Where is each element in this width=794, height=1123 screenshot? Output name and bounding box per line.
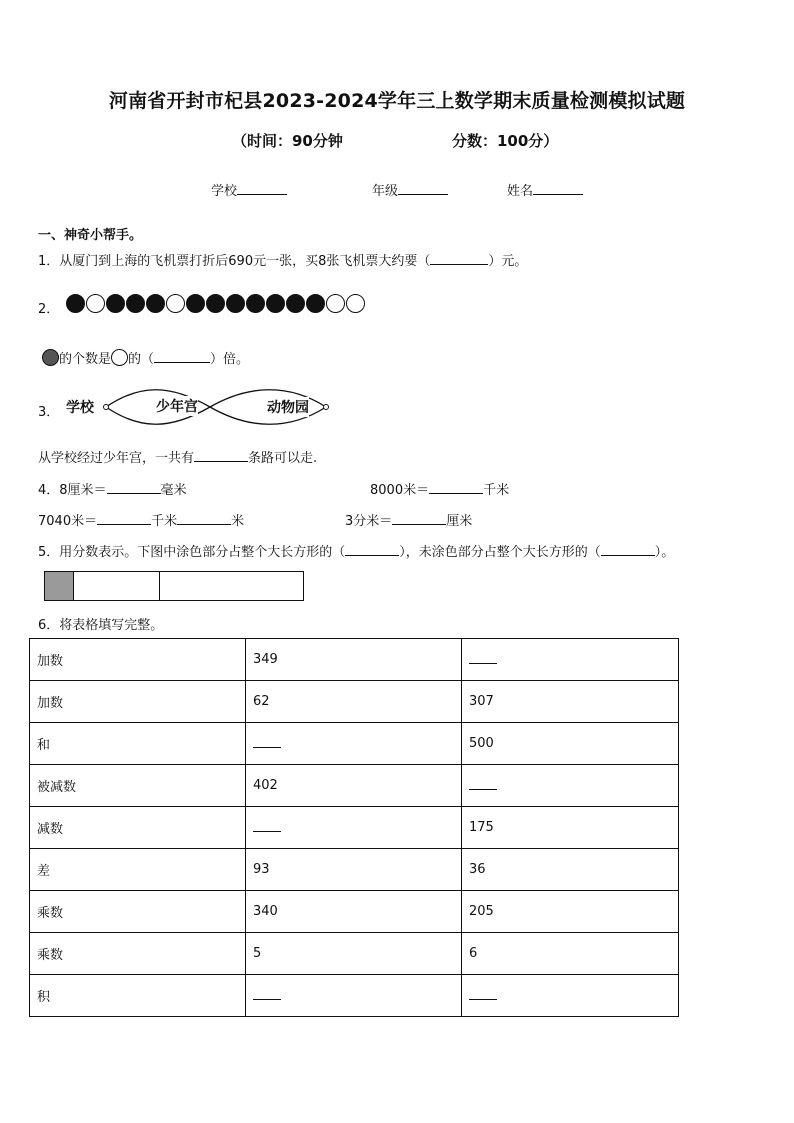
filled-circle	[226, 294, 245, 313]
answer-blank[interactable]	[253, 987, 281, 1000]
table-cell	[462, 723, 679, 765]
q2-answer-blank[interactable]	[154, 350, 210, 363]
table-cell	[246, 891, 462, 933]
table-row	[30, 849, 679, 891]
table-cell	[246, 723, 462, 765]
fill-table	[29, 638, 679, 1017]
row-label: 和	[37, 738, 51, 753]
row-label: 乘数	[37, 948, 64, 963]
q3-text: 从学校经过少年宫，一共有	[38, 451, 195, 466]
name-field[interactable]	[507, 180, 583, 199]
row-label: 加数	[37, 654, 64, 669]
cell-value: 6	[469, 946, 478, 961]
cell-value: 402	[253, 778, 278, 793]
table-row	[30, 765, 679, 807]
filled-circle	[66, 294, 85, 313]
filled-circle	[306, 294, 325, 313]
school-label: 学校	[211, 184, 238, 199]
cell-value: 5	[253, 946, 262, 961]
table-cell	[30, 849, 246, 891]
answer-blank[interactable]	[469, 651, 497, 664]
q4-c-blank-1[interactable]	[97, 512, 151, 525]
q4-c-unit: 米	[231, 514, 245, 529]
row-label: 加数	[37, 696, 64, 711]
table-cell	[246, 849, 462, 891]
q2-text-c: ）倍。	[210, 352, 250, 367]
table-cell	[462, 891, 679, 933]
q4-d	[345, 510, 472, 529]
cell-value: 175	[469, 820, 494, 835]
question-3-line	[38, 447, 317, 466]
question-2-line	[42, 348, 249, 367]
table-row	[30, 807, 679, 849]
q4-a-prefix: 4．8厘米＝	[38, 483, 107, 498]
row-label: 积	[37, 990, 51, 1005]
q1-answer-blank[interactable]	[430, 252, 488, 265]
cell-value: 205	[469, 904, 494, 919]
q4-d-unit: 厘米	[446, 514, 473, 529]
grade-field[interactable]	[372, 180, 448, 199]
table-cell	[30, 681, 246, 723]
q4-b	[370, 479, 509, 498]
filled-circle	[266, 294, 285, 313]
row-label: 被减数	[37, 780, 77, 795]
q4-c-blank-2[interactable]	[177, 512, 231, 525]
table-cell	[30, 765, 246, 807]
empty-circle-icon	[111, 349, 128, 366]
empty-circle	[86, 294, 105, 313]
table-cell	[246, 765, 462, 807]
q5-text-2: ），未涂色部分占整个大长方形的（	[399, 545, 601, 560]
school-blank[interactable]	[237, 182, 287, 195]
q4-b-unit: 千米	[483, 483, 510, 498]
section-heading: 一、神奇小帮手。	[38, 228, 143, 243]
q3-answer-blank[interactable]	[194, 449, 248, 462]
cell-value: 500	[469, 736, 494, 751]
fraction-rectangle	[44, 571, 304, 601]
score-label: 分数：100分）	[452, 132, 559, 150]
divider-line	[159, 572, 160, 600]
time-label: （时间：90分钟	[232, 132, 343, 150]
table-row	[30, 933, 679, 975]
q4-a	[38, 479, 187, 498]
filled-circle	[286, 294, 305, 313]
cell-value: 349	[253, 652, 278, 667]
filled-circle	[206, 294, 225, 313]
q4-d-prefix: 3分米＝	[345, 514, 393, 529]
q2-text-a: 的个数是	[59, 352, 112, 367]
cell-value: 62	[253, 694, 270, 709]
q3-suffix: 条路可以走.	[248, 451, 318, 466]
q2-circles	[66, 294, 365, 313]
cell-value: 307	[469, 694, 494, 709]
name-label: 姓名	[507, 184, 534, 199]
table-cell	[462, 639, 679, 681]
grade-label: 年级	[372, 184, 399, 199]
q5-text-1: 5．用分数表示。下图中涂色部分占整个大长方形的（	[38, 545, 346, 560]
q3-number: 3．	[38, 405, 60, 420]
table-cell	[246, 639, 462, 681]
q2-text-b: 的（	[128, 352, 155, 367]
q4-c	[38, 510, 244, 529]
empty-circle	[326, 294, 345, 313]
table-row	[30, 975, 679, 1017]
answer-blank[interactable]	[469, 777, 497, 790]
q5-blank-2[interactable]	[601, 543, 655, 556]
place-youth-palace: 少年宫	[156, 396, 198, 416]
q4-d-blank[interactable]	[392, 512, 446, 525]
q1-text: 1．从厦门到上海的飞机票打折后690元一张，买8张飞机票大约要（	[38, 254, 431, 269]
table-row	[30, 723, 679, 765]
empty-circle	[166, 294, 185, 313]
q2-number: 2．	[38, 302, 60, 317]
table-cell	[30, 933, 246, 975]
q6-title: 6．将表格填写完整。	[38, 618, 164, 633]
table-cell	[246, 681, 462, 723]
table-row	[30, 681, 679, 723]
q1-suffix: ）元。	[488, 254, 528, 269]
shaded-part	[45, 572, 74, 600]
table-cell	[246, 807, 462, 849]
q4-a-blank[interactable]	[107, 481, 161, 494]
place-zoo: 动物园	[267, 397, 309, 417]
q4-b-blank[interactable]	[429, 481, 483, 494]
table-cell	[462, 765, 679, 807]
table-cell	[462, 681, 679, 723]
q5-blank-1[interactable]	[345, 543, 399, 556]
question-1	[38, 250, 527, 269]
q4-b-prefix: 8000米＝	[370, 483, 430, 498]
table-cell	[30, 807, 246, 849]
filled-circle	[186, 294, 205, 313]
table-cell	[246, 975, 462, 1017]
table-cell	[462, 933, 679, 975]
name-blank[interactable]	[533, 182, 583, 195]
cell-value: 93	[253, 862, 270, 877]
place-school: 学校	[66, 397, 94, 417]
filled-circle-icon	[42, 349, 59, 366]
table-cell	[462, 975, 679, 1017]
filled-circle	[106, 294, 125, 313]
q4-c-mid: 千米	[151, 514, 178, 529]
table-cell	[30, 891, 246, 933]
table-cell	[30, 723, 246, 765]
page-title: 河南省开封市杞县2023-2024学年三上数学期末质量检测模拟试题	[108, 90, 686, 112]
table-cell	[462, 849, 679, 891]
table-cell	[30, 639, 246, 681]
table-cell	[462, 807, 679, 849]
question-5	[38, 541, 674, 560]
row-label: 乘数	[37, 906, 64, 921]
answer-blank[interactable]	[253, 819, 281, 832]
table-cell	[30, 975, 246, 1017]
q4-a-unit: 毫米	[160, 483, 187, 498]
table-cell	[246, 933, 462, 975]
answer-blank[interactable]	[469, 987, 497, 1000]
q5-text-3: ）。	[654, 545, 675, 560]
filled-circle	[126, 294, 145, 313]
table-row	[30, 639, 679, 681]
filled-circle	[246, 294, 265, 313]
empty-circle	[346, 294, 365, 313]
school-field[interactable]	[211, 180, 287, 199]
answer-blank[interactable]	[253, 735, 281, 748]
filled-circle	[146, 294, 165, 313]
grade-blank[interactable]	[398, 182, 448, 195]
q4-c-prefix: 7040米＝	[38, 514, 98, 529]
cell-value: 36	[469, 862, 486, 877]
row-label: 差	[37, 864, 51, 879]
row-label: 减数	[37, 822, 64, 837]
cell-value: 340	[253, 904, 278, 919]
table-row	[30, 891, 679, 933]
